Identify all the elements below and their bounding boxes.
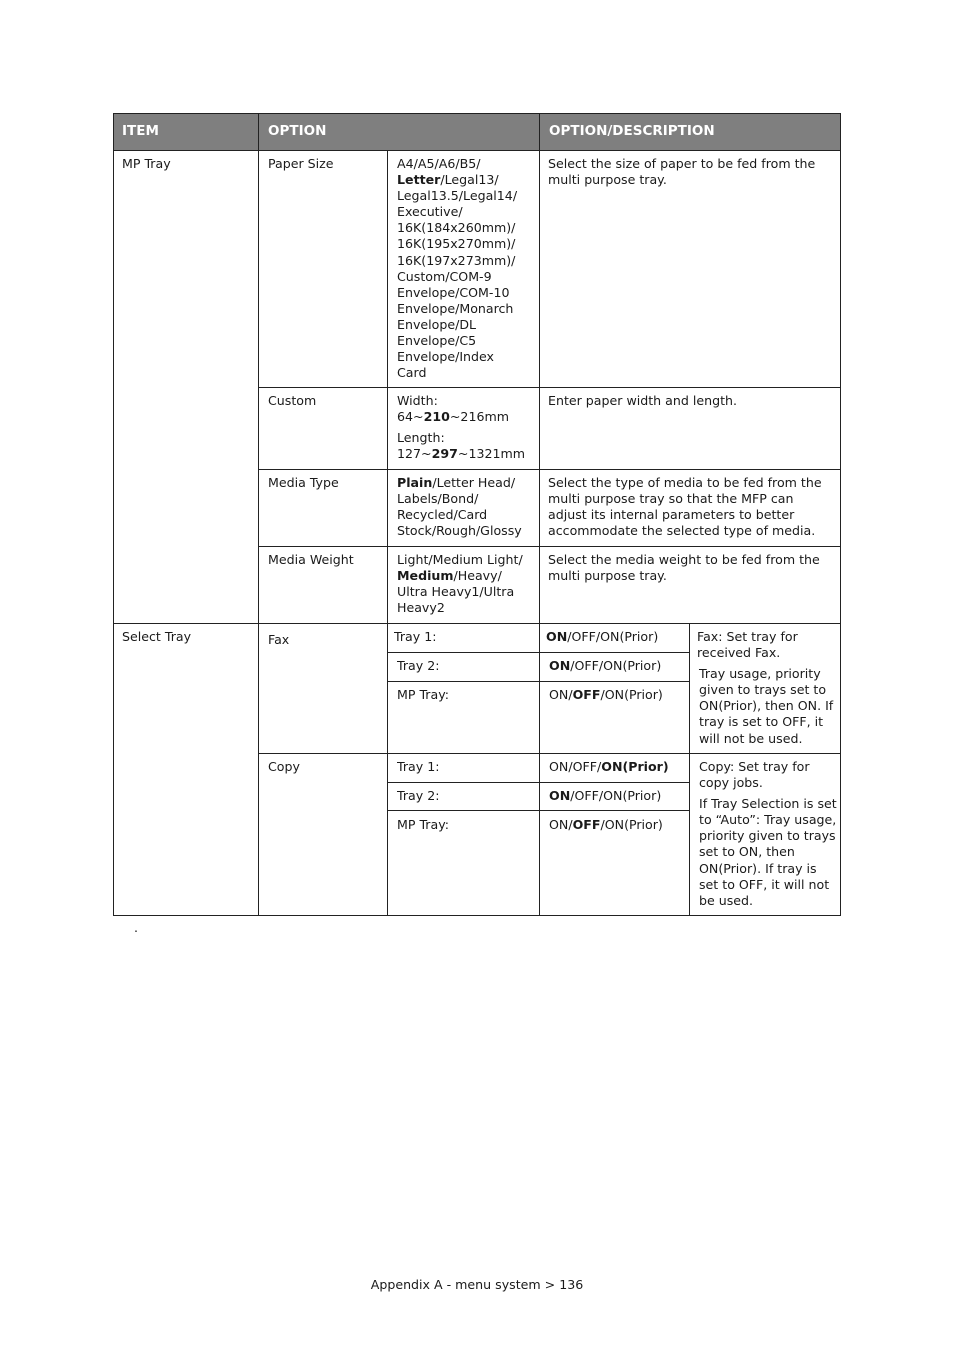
copy-tray-1-label: Tray 1: (397, 759, 440, 774)
option-fax: Fax (268, 632, 290, 647)
fax-tray-1-label: Tray 1: (394, 629, 437, 644)
header-description: OPTION/DESCRIPTION (540, 113, 841, 151)
fax-mp-tray-value: ON/OFF/ON(Prior) (549, 687, 663, 702)
fax-tray-2-label: Tray 2: (397, 658, 440, 673)
copy-tray-1-value: ON/OFF/ON(Prior) (549, 759, 669, 774)
custom-description: Enter paper width and length. (548, 393, 737, 408)
header-option: OPTION (259, 113, 540, 151)
option-media-weight: Media Weight (268, 552, 354, 567)
copy-tray-2-label: Tray 2: (397, 788, 440, 803)
fax-tray-2-value: ON/OFF/ON(Prior) (549, 658, 662, 673)
fax-description: Fax: Set tray for received Fax. Tray usage, priority given to trays set to ON(Prior), then ON. If tray is set to OFF, it will not be used. (697, 629, 834, 746)
paper-size-description: Select the size of paper to be fed from the multi purpose tray. (548, 156, 816, 188)
media-weight-description: Select the media weight to be fed from the multi purpose tray. (548, 552, 820, 584)
media-type-values: Plain/Letter Head/ Labels/Bond/ Recycled/Card Stock/Rough/Glossy (397, 475, 522, 539)
custom-values (397, 393, 537, 462)
copy-description: Copy: Set tray for copy jobs. If Tray Selection is set to “Auto”: Tray usage, priority given to trays set to ON, then ON(Prior). If tray is set to OFF, it will not be used. (699, 759, 837, 908)
option-paper-size: Paper Size (268, 156, 334, 171)
option-custom: Custom (268, 393, 317, 408)
custom-width: Width: 64~210~216mm (397, 393, 510, 425)
paper-size-values: A4/A5/A6/B5/ Letter/Legal13/ Legal13.5/Legal14/ Executive/ 16K(184x260mm)/ 16K(195x270mm)/ 16K(197x273mm)/ Custom/COM-9 Envelope/COM-10 Envelope/Monarch Envelope/DL Envelope/C5 Envelope/Index Card (397, 156, 518, 381)
fax-tray-1-value: ON/OFF/ON(Prior) (546, 629, 659, 644)
copy-tray-2-value: ON/OFF/ON(Prior) (549, 788, 662, 803)
custom-length: Length: 127~297~1321mm (397, 430, 526, 462)
item-mp-tray: MP Tray (122, 156, 171, 171)
page-footer: Appendix A - menu system > 136 (370, 1277, 584, 1292)
media-weight-values: Light/Medium Light/ Medium/Heavy/ Ultra Heavy1/Ultra Heavy2 (397, 552, 523, 616)
fax-mp-tray-label: MP Tray: (397, 687, 449, 702)
option-media-type: Media Type (268, 475, 339, 490)
header-item: ITEM (113, 113, 259, 151)
stray-mark: . (134, 920, 139, 935)
copy-mp-tray-label: MP Tray: (397, 817, 449, 832)
option-copy: Copy (268, 759, 300, 774)
item-select-tray: Select Tray (122, 629, 192, 644)
media-type-description: Select the type of media to be fed from the multi purpose tray so that the MFP can adjust its internal parameters to better accommodate the selected type of media. (548, 475, 822, 539)
copy-mp-tray-value: ON/OFF/ON(Prior) (549, 817, 663, 832)
